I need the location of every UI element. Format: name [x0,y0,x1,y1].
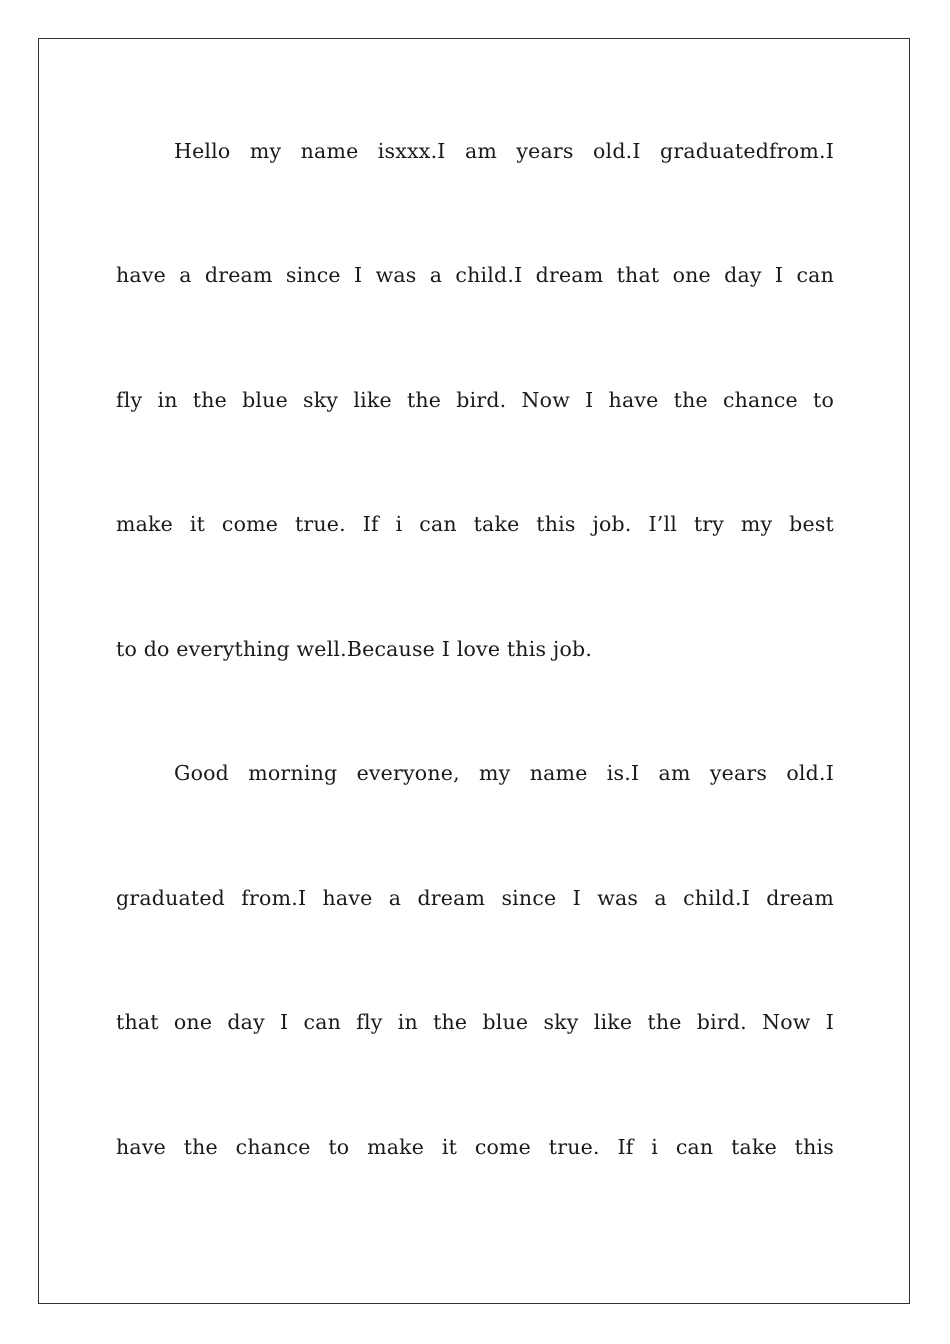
paragraph-1-line-3: fly in the blue sky like the bird. Now I have the chance to [116,388,834,412]
paragraph-1-line-4: make it come true. If i can take this job. I’ll try my best [116,512,834,536]
paragraph-1-line-1: Hello my name isxxx.I am years old.I graduatedfrom.I [174,139,834,163]
paragraph-1-line-2: have a dream since I was a child.I dream that one day I can [116,263,834,287]
document-page [38,38,910,1304]
paragraph-2-line-1: Good morning everyone, my name is.I am years old.I [174,761,834,785]
paragraph-2-line-3: that one day I can fly in the blue sky like the bird. Now I [116,1010,834,1034]
paragraph-2-line-4: have the chance to make it come true. If i can take this [116,1135,834,1159]
paragraph-1-line-5: to do everything well.Because I love this job. [116,637,593,661]
paragraph-2-line-2: graduated from.I have a dream since I was a child.I dream [116,886,834,910]
